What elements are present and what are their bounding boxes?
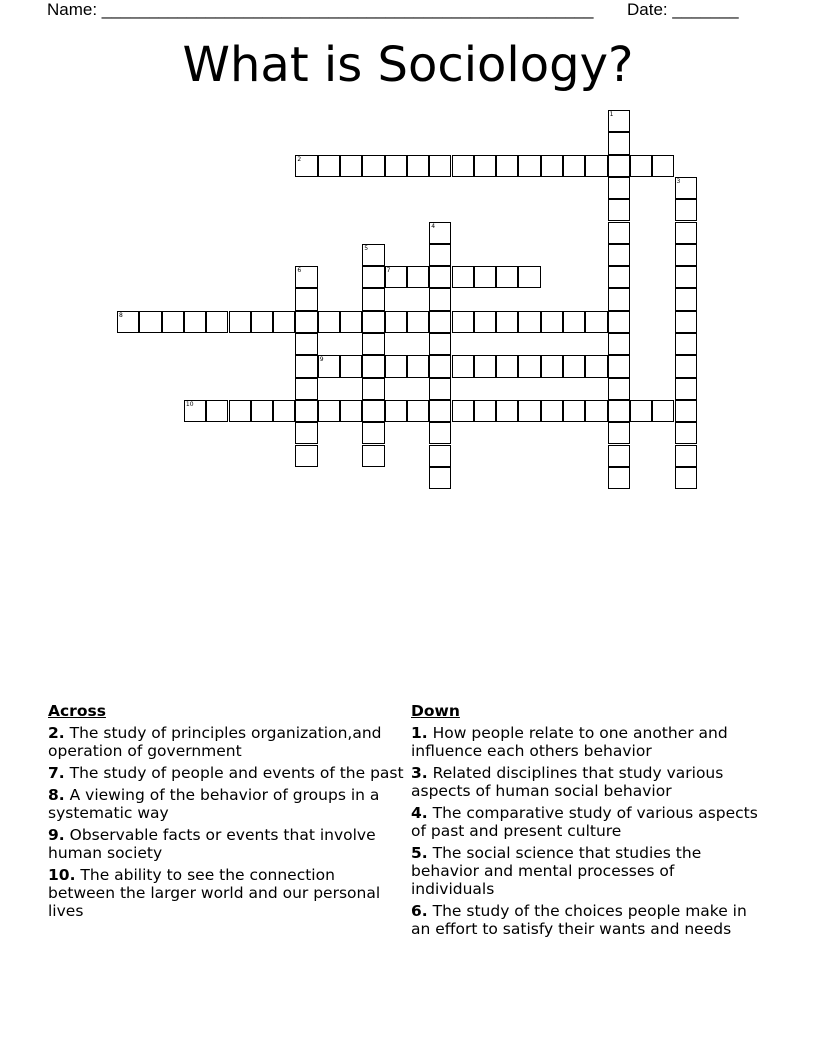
grid-cell[interactable] [608,132,630,154]
clue-number: 2 [297,155,302,163]
grid-cell[interactable] [585,155,607,177]
grid-cell[interactable] [608,445,630,467]
grid-cell[interactable] [563,311,585,333]
grid-cell[interactable] [295,445,317,467]
name-field-label: Name: ____________________________________________________ [47,0,594,19]
grid-cell[interactable] [362,311,384,333]
grid-cell[interactable] [563,355,585,377]
grid-cell[interactable] [608,355,630,377]
clue-text: The social science that studies the behavior and mental processes of individuals [411,844,702,898]
grid-cell[interactable] [452,400,474,422]
grid-cell[interactable] [295,355,317,377]
grid-cell[interactable] [407,400,429,422]
grid-cell[interactable] [139,311,161,333]
across-clues [48,702,404,924]
grid-cell[interactable] [385,266,407,288]
clue-number: 1 [609,111,614,118]
grid-cell[interactable] [608,177,630,199]
grid-cell[interactable] [385,311,407,333]
grid-cell[interactable] [518,400,540,422]
grid-cell[interactable] [362,400,384,422]
page-title: What is Sociology? [182,37,634,93]
clue-number: 6 [297,267,302,275]
grid-cell[interactable] [340,355,362,377]
grid-cell[interactable] [675,311,697,333]
grid-cell[interactable] [229,311,251,333]
grid-cell[interactable] [117,311,139,333]
across-clue [48,724,404,760]
clue-text: The study of people and events of the past [69,764,404,782]
grid-cell[interactable] [630,400,652,422]
grid-cell[interactable] [251,311,273,333]
grid-cell[interactable] [608,378,630,400]
grid-cell[interactable] [496,266,518,288]
clue-number-label: 2. [48,724,65,742]
grid-cell[interactable] [608,400,630,422]
grid-cell[interactable] [675,199,697,221]
grid-cell[interactable] [518,155,540,177]
clue-number-label: 3. [411,764,428,782]
grid-cell[interactable] [541,400,563,422]
grid-cell[interactable] [608,110,630,132]
grid-cell[interactable] [429,266,451,288]
grid-cell[interactable] [385,155,407,177]
grid-cell[interactable] [675,378,697,400]
grid-cell[interactable] [496,311,518,333]
grid-cell[interactable] [563,155,585,177]
grid-cell[interactable] [318,155,340,177]
grid-cell[interactable] [474,355,496,377]
grid-cell[interactable] [429,445,451,467]
grid-cell[interactable] [608,467,630,489]
grid-cell[interactable] [585,311,607,333]
down-clue-list [411,724,761,938]
grid-cell[interactable] [675,244,697,266]
grid-cell[interactable] [429,467,451,489]
grid-cell[interactable] [362,333,384,355]
grid-cell[interactable] [452,355,474,377]
grid-cell[interactable] [229,400,251,422]
grid-cell[interactable] [652,400,674,422]
grid-cell[interactable] [585,400,607,422]
grid-cell[interactable] [518,355,540,377]
grid-cell[interactable] [295,333,317,355]
grid-cell[interactable] [407,355,429,377]
grid-cell[interactable] [608,288,630,310]
grid-cell[interactable] [184,311,206,333]
grid-cell[interactable] [295,155,317,177]
clue-number: 5 [364,244,369,252]
grid-cell[interactable] [496,155,518,177]
grid-cell[interactable] [675,222,697,244]
clue-text: The study of the choices people make in an effort to satisfy their wants and needs [411,902,747,938]
grid-cell[interactable] [675,422,697,444]
grid-cell[interactable] [608,311,630,333]
grid-cell[interactable] [362,445,384,467]
down-clue [411,844,761,898]
clue-number-label: 10. [48,866,76,884]
clue-text: The comparative study of various aspects of past and present culture [411,804,758,840]
clue-number-label: 5. [411,844,428,862]
grid-cell[interactable] [608,266,630,288]
grid-cell[interactable] [474,400,496,422]
grid-cell[interactable] [340,400,362,422]
grid-cell[interactable] [429,333,451,355]
clue-number: 7 [386,267,391,275]
grid-cell[interactable] [675,445,697,467]
grid-cell[interactable] [295,266,317,288]
grid-cell[interactable] [429,155,451,177]
grid-cell[interactable] [518,266,540,288]
grid-cell[interactable] [541,155,563,177]
grid-cell[interactable] [429,222,451,244]
across-clue [48,826,404,862]
grid-cell[interactable] [452,155,474,177]
grid-cell[interactable] [362,378,384,400]
clue-number: 8 [119,311,123,319]
clue-number-label: 7. [48,764,65,782]
grid-cell[interactable] [206,400,228,422]
down-clues [411,702,761,942]
grid-cell[interactable] [675,288,697,310]
down-clue [411,804,761,840]
grid-cell[interactable] [518,311,540,333]
clue-text: The ability to see the connection between the larger world and our personal lives [48,866,381,920]
clue-number-label: 4. [411,804,428,822]
grid-cell[interactable] [585,355,607,377]
grid-cell[interactable] [675,177,697,199]
down-clue [411,902,761,938]
grid-cell[interactable] [608,422,630,444]
grid-cell[interactable] [496,355,518,377]
across-clue-list [48,724,404,920]
clue-text: The study of principles organization,and operation of government [48,724,382,760]
clue-number: 4 [431,222,436,230]
grid-cell[interactable] [474,266,496,288]
grid-cell[interactable] [608,199,630,221]
clue-number-label: 6. [411,902,428,920]
grid-cell[interactable] [429,244,451,266]
clue-number-label: 8. [48,786,65,804]
grid-cell[interactable] [318,355,340,377]
grid-cell[interactable] [675,333,697,355]
grid-cell[interactable] [295,288,317,310]
grid-cell[interactable] [429,288,451,310]
grid-cell[interactable] [362,266,384,288]
grid-cell[interactable] [452,266,474,288]
clue-number: 10 [185,400,194,408]
grid-cell[interactable] [429,311,451,333]
grid-cell[interactable] [608,244,630,266]
grid-cell[interactable] [318,400,340,422]
grid-cell[interactable] [407,155,429,177]
grid-cell[interactable] [206,311,228,333]
grid-cell[interactable] [429,355,451,377]
grid-cell[interactable] [251,400,273,422]
clue-text: How people relate to one another and influence each others behavior [411,724,728,760]
down-clue [411,724,761,760]
grid-cell[interactable] [429,378,451,400]
date-field-label: Date: _______ [627,0,739,19]
grid-cell[interactable] [608,222,630,244]
grid-cell[interactable] [362,355,384,377]
clue-text: Observable facts or events that involve human society [48,826,376,862]
clue-number: 9 [319,356,324,364]
clue-text: A viewing of the behavior of groups in a systematic way [48,786,380,822]
across-clue [48,786,404,822]
across-clue [48,764,404,782]
down-heading: Down [411,702,460,720]
grid-cell[interactable] [630,155,652,177]
down-clue [411,764,761,800]
grid-cell[interactable] [541,355,563,377]
grid-cell[interactable] [295,311,317,333]
grid-cell[interactable] [652,155,674,177]
across-clue [48,866,404,920]
grid-cell[interactable] [675,467,697,489]
grid-cell[interactable] [318,311,340,333]
grid-cell[interactable] [429,400,451,422]
clue-number-label: 9. [48,826,65,844]
grid-cell[interactable] [474,311,496,333]
grid-cell[interactable] [340,311,362,333]
grid-cell[interactable] [385,400,407,422]
grid-cell[interactable] [563,400,585,422]
grid-cell[interactable] [407,266,429,288]
grid-cell[interactable] [452,311,474,333]
grid-cell[interactable] [675,266,697,288]
crossword-grid [0,0,816,520]
grid-cell[interactable] [496,400,518,422]
grid-cell[interactable] [273,400,295,422]
grid-cell[interactable] [429,422,451,444]
grid-cell[interactable] [541,311,563,333]
grid-cell[interactable] [474,155,496,177]
grid-cell[interactable] [362,422,384,444]
grid-cell[interactable] [385,355,407,377]
grid-cell[interactable] [273,311,295,333]
grid-cell[interactable] [340,155,362,177]
across-heading: Across [48,702,106,720]
grid-cell[interactable] [295,378,317,400]
clue-number-label: 1. [411,724,428,742]
grid-cell[interactable] [608,155,630,177]
grid-cell[interactable] [608,333,630,355]
clue-text: Related disciplines that study various aspects of human social behavior [411,764,724,800]
grid-cell[interactable] [295,400,317,422]
grid-cell[interactable] [407,311,429,333]
grid-cell[interactable] [295,422,317,444]
grid-cell[interactable] [184,400,206,422]
grid-cell[interactable] [162,311,184,333]
grid-cell[interactable] [362,288,384,310]
grid-cell[interactable] [675,400,697,422]
grid-cell[interactable] [362,155,384,177]
grid-cell[interactable] [362,244,384,266]
clue-number: 3 [676,177,681,185]
grid-cell[interactable] [675,355,697,377]
